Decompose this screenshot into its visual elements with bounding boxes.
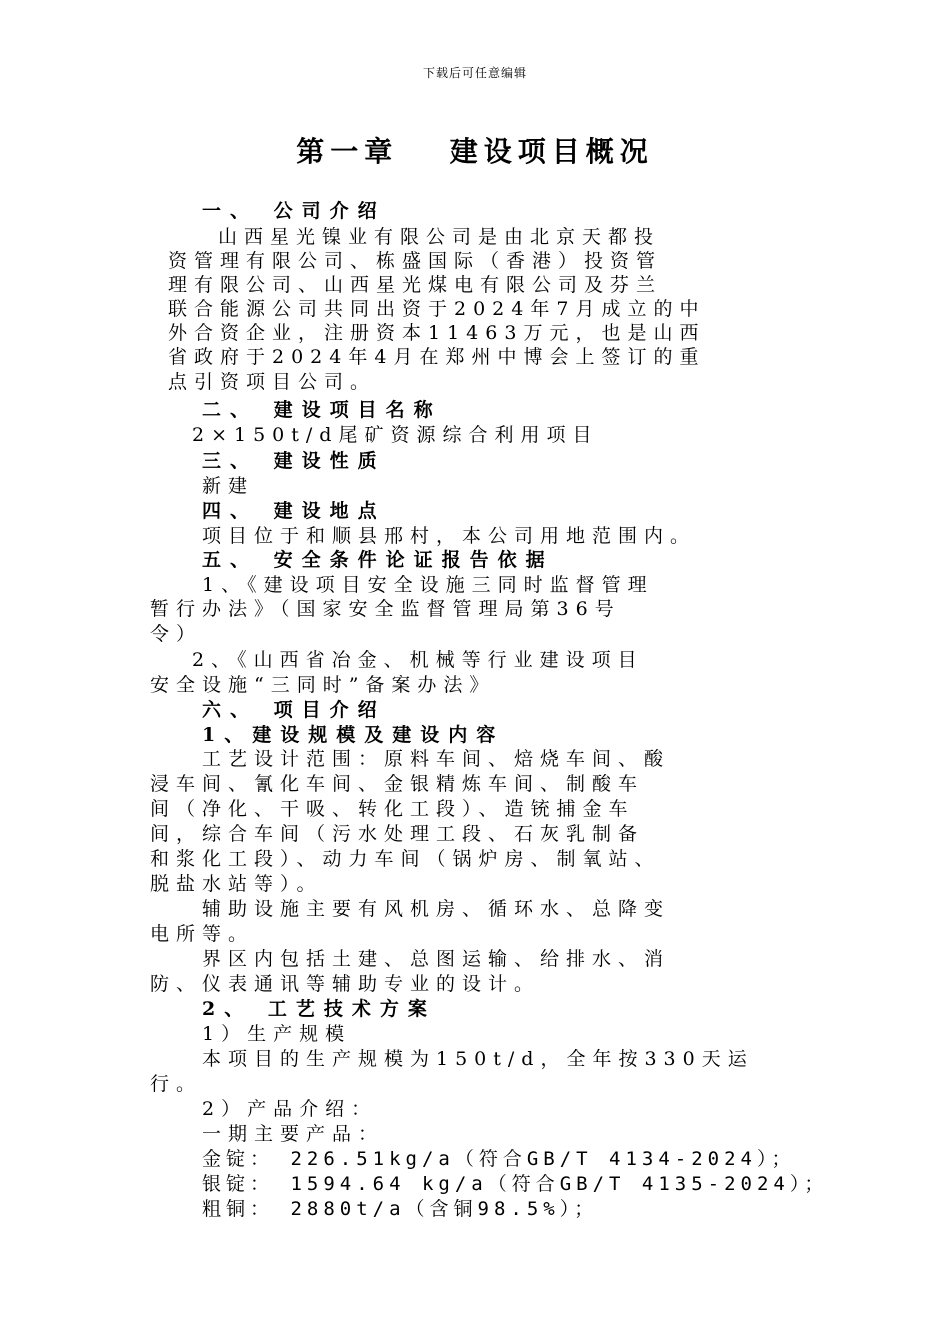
section-heading: 六、 项目介绍 xyxy=(202,699,386,721)
paragraph-line: 项目位于和顺县邢村，本公司用地范围内。 xyxy=(202,525,697,547)
paragraph-line: 资管理有限公司、栋盛国际（香港）投资管 xyxy=(168,250,663,272)
section-heading: 二、 建设项目名称 xyxy=(202,399,442,421)
paragraph-line: 脱盐水站等）。 xyxy=(150,873,323,895)
paragraph-line: 辅助设施主要有风机房、循环水、总降变 xyxy=(202,898,671,920)
paragraph-line: 联合能源公司共同出资于2024年7月成立的中 xyxy=(168,298,706,320)
paragraph-line: 1）生产规模 xyxy=(202,1023,352,1045)
paragraph-line: 浸车间、氰化车间、金银精炼车间、制酸车 xyxy=(150,773,645,795)
paragraph-line: 山西星光镍业有限公司是由北京天都投 xyxy=(218,226,661,248)
paragraph-line: 令） xyxy=(150,623,203,645)
product-line: 金锭： 226.51kg/a（符合GB/T 4134-2024）； xyxy=(202,1148,796,1170)
paragraph-line: 省政府于2024年4月在郑州中博会上签订的重 xyxy=(168,346,706,368)
subsection-heading: 1、建设规模及建设内容 xyxy=(202,724,505,746)
paragraph-line: 行。 xyxy=(150,1073,203,1095)
paragraph-line: 电所等。 xyxy=(150,923,255,945)
product-line: 粗铜： 2880t/a（含铜98.5%）； xyxy=(202,1198,599,1220)
paragraph-line: 间，综合车间（污水处理工段、石灰乳制备 xyxy=(150,823,645,845)
paragraph-line: 和浆化工段）、动力车间（锅炉房、制氧站、 xyxy=(150,848,661,870)
product-line: 银锭： 1594.64 kg/a（符合GB/T 4135-2024）； xyxy=(202,1173,829,1195)
section-heading: 四、 建设地点 xyxy=(202,500,386,522)
paragraph-line: 2）产品介绍： xyxy=(202,1098,378,1120)
paragraph-line: 安全设施“三同时”备案办法》 xyxy=(150,674,496,696)
section-heading: 一、 公司介绍 xyxy=(202,200,386,222)
paragraph-line: 2×150t/d尾矿资源综合利用项目 xyxy=(192,424,599,446)
subsection-heading: 2、 工艺技术方案 xyxy=(202,998,436,1020)
paragraph-line: 间（净化、干吸、转化工段）、造铳捕金车 xyxy=(150,798,635,820)
paragraph-line: 新建 xyxy=(202,475,255,497)
chapter-title: 第一章 建设项目概况 xyxy=(296,135,654,168)
paragraph-line: 2、《山西省冶金、机械等行业建设项目 xyxy=(192,649,644,671)
paragraph-line: 工艺设计范围：原料车间、焙烧车间、酸 xyxy=(202,748,671,770)
paragraph-line: 暂行办法》（国家安全监督管理局第36号 xyxy=(150,598,621,620)
section-heading: 五、 安全条件论证报告依据 xyxy=(202,549,554,571)
paragraph-line: 1、《建设项目安全设施三同时监督管理 xyxy=(202,574,654,596)
paragraph-line: 本项目的生产规模为150t/d，全年按330天运 xyxy=(202,1048,754,1070)
paragraph-line: 外合资企业，注册资本11463万元，也是山西 xyxy=(168,322,706,344)
paragraph-line: 防、仪表通讯等辅助专业的设计。 xyxy=(150,973,541,995)
section-heading: 三、 建设性质 xyxy=(202,450,386,472)
page-header: 下载后可任意编辑 xyxy=(422,66,527,80)
paragraph-line: 理有限公司、山西星光煤电有限公司及芬兰 xyxy=(168,274,663,296)
paragraph-line: 点引资项目公司。 xyxy=(168,371,377,393)
paragraph-line: 界区内包括土建、总图运输、给排水、消 xyxy=(202,948,671,970)
paragraph-line: 一期主要产品： xyxy=(202,1123,385,1145)
